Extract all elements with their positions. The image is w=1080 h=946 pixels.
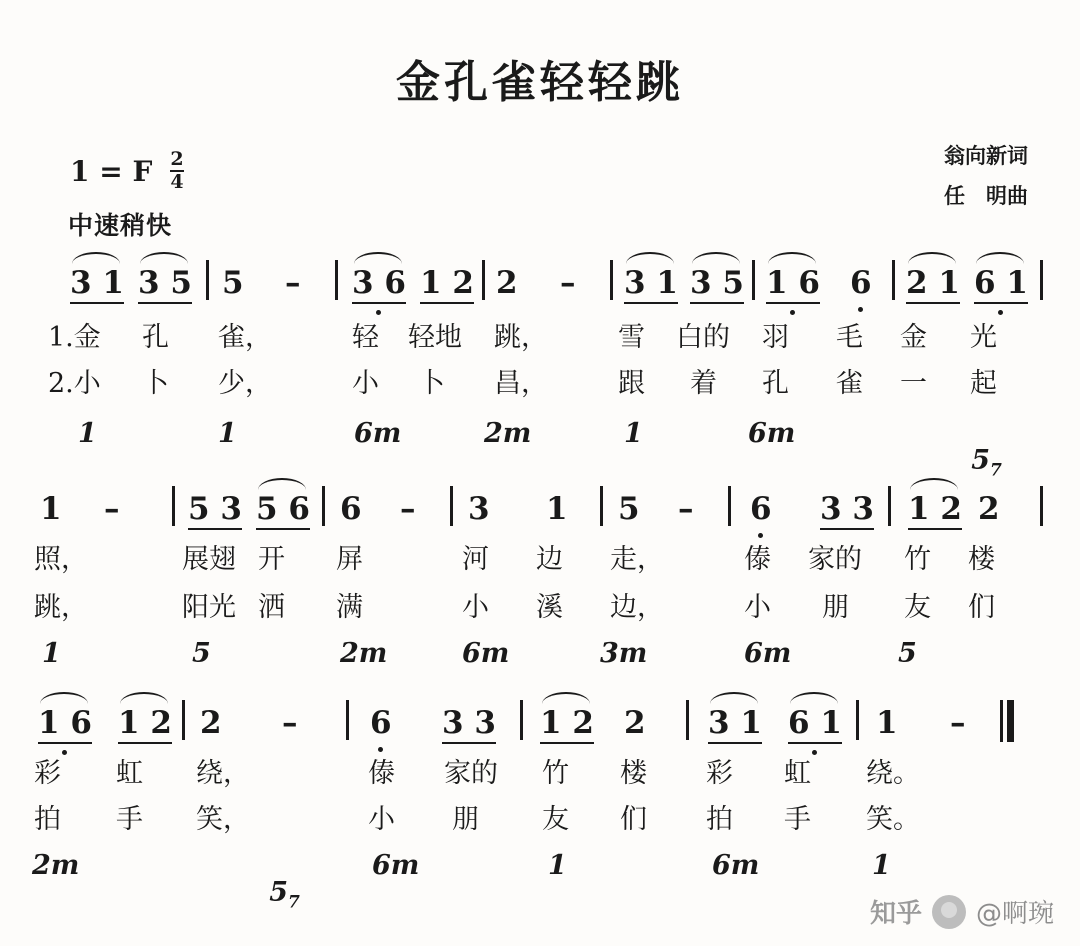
note-group: 3 (468, 491, 490, 527)
note-group: – (285, 265, 301, 301)
note-group: 5 (222, 265, 244, 301)
note-group: 3 5 (690, 268, 744, 304)
chord-symbol: 1 (624, 418, 643, 449)
note-group: 6 1 (788, 708, 842, 744)
barline (322, 486, 325, 526)
note-group: 3 5 (138, 268, 192, 304)
note-group: – (400, 491, 416, 527)
barline (888, 486, 891, 526)
lyric-syllable: 傣 (744, 544, 771, 575)
slur-mark (258, 478, 306, 490)
note-group: 1 2 (540, 708, 594, 744)
note-group: 2 (496, 265, 518, 301)
note-group: 3 3 (820, 494, 874, 530)
chord-symbol: 5 (192, 638, 211, 669)
note-group: – (950, 705, 966, 741)
lyric-syllable: 展翅 (182, 544, 236, 575)
barline (482, 260, 485, 300)
note-group: 2 (978, 491, 1000, 527)
slur-mark (908, 252, 956, 264)
lyric-syllable: 虹 (784, 758, 811, 789)
chord-symbol: 1 (218, 418, 237, 449)
note-group: 1 (546, 491, 568, 527)
credits-block (944, 136, 1028, 216)
barline (450, 486, 453, 526)
lyric-syllable: 小 (368, 804, 395, 835)
barline (610, 260, 613, 300)
final-barline (1000, 700, 1016, 742)
note-group: 2 (624, 705, 646, 741)
note-group: 1 2 (118, 708, 172, 744)
barline (182, 700, 185, 740)
note-group: 6 (850, 265, 872, 301)
lyric-syllable: 孔 (142, 322, 169, 353)
note-group: 5 3 (188, 494, 242, 530)
lyric-syllable: 起 (970, 368, 997, 399)
avatar (932, 895, 966, 929)
lyric-syllable: 友 (904, 592, 931, 623)
lyric-syllable: 白的 (676, 322, 730, 353)
note-group: 1 (40, 491, 62, 527)
key-signature-text: 1 = F (70, 154, 153, 188)
lyric-syllable: 友 (542, 804, 569, 835)
chord-root: 5 (971, 445, 990, 476)
lyric-syllable: 边， (610, 592, 664, 623)
lyric-syllable: 轻 (352, 322, 379, 353)
lyric-syllable: 家的 (808, 544, 862, 575)
lyric-syllable: 羽 (762, 322, 789, 353)
lyric-syllable: 雪 (618, 322, 645, 353)
lyric-syllable: 绕。 (866, 758, 920, 789)
note-group: 1 2 (420, 268, 474, 304)
chord-symbol: 6m (712, 850, 760, 881)
lyric-syllable: 手 (784, 804, 811, 835)
chord-symbol: 6m (744, 638, 792, 669)
barline (520, 700, 523, 740)
chord-symbol: 2m (340, 638, 388, 669)
chord-symbol: 1 (548, 850, 567, 881)
watermark-site: 知乎 (869, 899, 922, 929)
chord-symbol: 5 (898, 638, 917, 669)
lyric-syllable: 洒 (258, 592, 285, 623)
lyric-syllable: 朋 (822, 592, 849, 623)
time-signature-denominator: 4 (170, 171, 184, 193)
chord-symbol: 6m (372, 850, 420, 881)
lyric-syllable: 家的 (444, 758, 498, 789)
lyric-syllable: 昌， (494, 368, 548, 399)
lyric-syllable: 虹 (116, 758, 143, 789)
slur-mark (542, 692, 590, 704)
lyric-syllable: 楼 (968, 544, 995, 575)
note-group: 3 1 (708, 708, 762, 744)
lyric-syllable: 笑。 (866, 804, 920, 835)
lyric-syllable: 跳， (34, 592, 88, 623)
slur-mark (140, 252, 188, 264)
note-group: 1 6 (38, 708, 92, 744)
lyric-syllable: 2.小 (48, 368, 101, 399)
chord-symbol: 1 (872, 850, 891, 881)
lyric-syllable: 小 (352, 368, 379, 399)
chord-symbol: 6m (462, 638, 510, 669)
chord-symbol (194, 852, 300, 938)
barline (206, 260, 209, 300)
note-group: 3 6 (352, 268, 406, 304)
note-group: 3 1 (624, 268, 678, 304)
note-group: – (104, 491, 120, 527)
slur-mark (120, 692, 168, 704)
lyric-syllable: 彩 (706, 758, 733, 789)
lyric-syllable: 竹 (542, 758, 569, 789)
lyric-syllable: 傣 (368, 758, 395, 789)
note-group: 6 (340, 491, 362, 527)
chord-symbol: 1 (78, 418, 97, 449)
time-signature (170, 150, 183, 192)
barline (335, 260, 338, 300)
watermark (870, 893, 1054, 930)
lyric-syllable: 卜 (418, 368, 445, 399)
note-group: 3 1 (70, 268, 124, 304)
chord-symbol: 3m (600, 638, 648, 669)
lyric-syllable: 小 (744, 592, 771, 623)
slur-mark (40, 692, 88, 704)
key-signature (70, 150, 184, 192)
note-group: 1 2 (908, 494, 962, 530)
composer-credit: 任 明曲 (944, 182, 1028, 208)
lyric-syllable: 彩 (34, 758, 61, 789)
lyric-syllable: 1.金 (48, 322, 101, 353)
lyric-syllable: 溪 (536, 592, 563, 623)
lyric-syllable: 手 (116, 804, 143, 835)
barline (600, 486, 603, 526)
note-group: 6 (750, 491, 772, 527)
lyric-syllable: 朋 (452, 804, 479, 835)
chord-symbol: 1 (42, 638, 61, 669)
chord-symbol: 2m (32, 850, 80, 881)
barline (728, 486, 731, 526)
note-group: 5 (618, 491, 640, 527)
note-group: – (678, 491, 694, 527)
note-group: 2 (200, 705, 222, 741)
barline (346, 700, 349, 740)
slur-mark (72, 252, 120, 264)
lyric-syllable: 轻地 (408, 322, 462, 353)
note-group: 6 1 (974, 268, 1028, 304)
lyric-syllable: 开 (258, 544, 285, 575)
lyric-syllable: 竹 (904, 544, 931, 575)
barline (1040, 260, 1043, 300)
lyric-syllable: 边 (536, 544, 563, 575)
note-group: 5 6 (256, 494, 310, 530)
barline (1040, 486, 1043, 526)
barline (752, 260, 755, 300)
lyric-syllable: 河 (462, 544, 489, 575)
time-signature-numerator: 2 (170, 148, 184, 170)
lyric-syllable: 少， (218, 368, 272, 399)
lyric-syllable: 雀 (836, 368, 863, 399)
slur-mark (710, 692, 758, 704)
lyric-syllable: 金 (900, 322, 927, 353)
lyric-syllable: 走， (610, 544, 664, 575)
lyric-syllable: 雀， (218, 322, 272, 353)
slur-mark (976, 252, 1024, 264)
note-group: 3 3 (442, 708, 496, 744)
lyric-syllable: 光 (970, 322, 997, 353)
chord-root: 5 (269, 877, 288, 908)
tempo-marking: 中速稍快 (68, 211, 173, 240)
note-group: 6 (370, 705, 392, 741)
note-group: – (282, 705, 298, 741)
note-group: 1 6 (766, 268, 820, 304)
lyric-syllable: 卜 (142, 368, 169, 399)
lyric-syllable: 拍 (706, 804, 733, 835)
lyric-syllable: 阳光 (182, 592, 236, 623)
chord-symbol: 2m (484, 418, 532, 449)
lyric-syllable: 跳， (494, 322, 548, 353)
watermark-username: @啊琬 (975, 899, 1054, 929)
lyric-syllable: 屏 (336, 544, 363, 575)
lyric-syllable: 笑， (196, 804, 250, 835)
lyricist-credit: 翁向新词 (944, 143, 1028, 168)
slur-mark (768, 252, 816, 264)
slur-mark (692, 252, 740, 264)
barline (172, 486, 175, 526)
chord-extension: 7 (990, 460, 1002, 481)
barline (892, 260, 895, 300)
lyric-syllable: 楼 (620, 758, 647, 789)
note-group: 2 1 (906, 268, 960, 304)
chord-symbol: 6m (748, 418, 796, 449)
lyric-syllable: 跟 (618, 368, 645, 399)
lyric-syllable: 着 (690, 368, 717, 399)
page-title: 金孔雀轻轻跳 (396, 57, 684, 108)
lyric-syllable: 孔 (762, 368, 789, 399)
lyric-syllable: 一 (900, 368, 927, 399)
lyric-syllable: 小 (462, 592, 489, 623)
slur-mark (790, 692, 838, 704)
lyric-syllable: 们 (968, 592, 995, 623)
lyric-syllable: 毛 (836, 322, 863, 353)
note-group: – (560, 265, 576, 301)
lyric-syllable: 照， (34, 544, 88, 575)
barline (856, 700, 859, 740)
slur-mark (354, 252, 402, 264)
slur-mark (626, 252, 674, 264)
lyric-syllable: 们 (620, 804, 647, 835)
chord-extension: 7 (288, 892, 300, 913)
barline (686, 700, 689, 740)
chord-symbol: 6m (354, 418, 402, 449)
note-group: 1 (876, 705, 898, 741)
lyric-syllable: 拍 (34, 804, 61, 835)
lyric-syllable: 绕， (196, 758, 250, 789)
lyric-syllable: 满 (336, 592, 363, 623)
